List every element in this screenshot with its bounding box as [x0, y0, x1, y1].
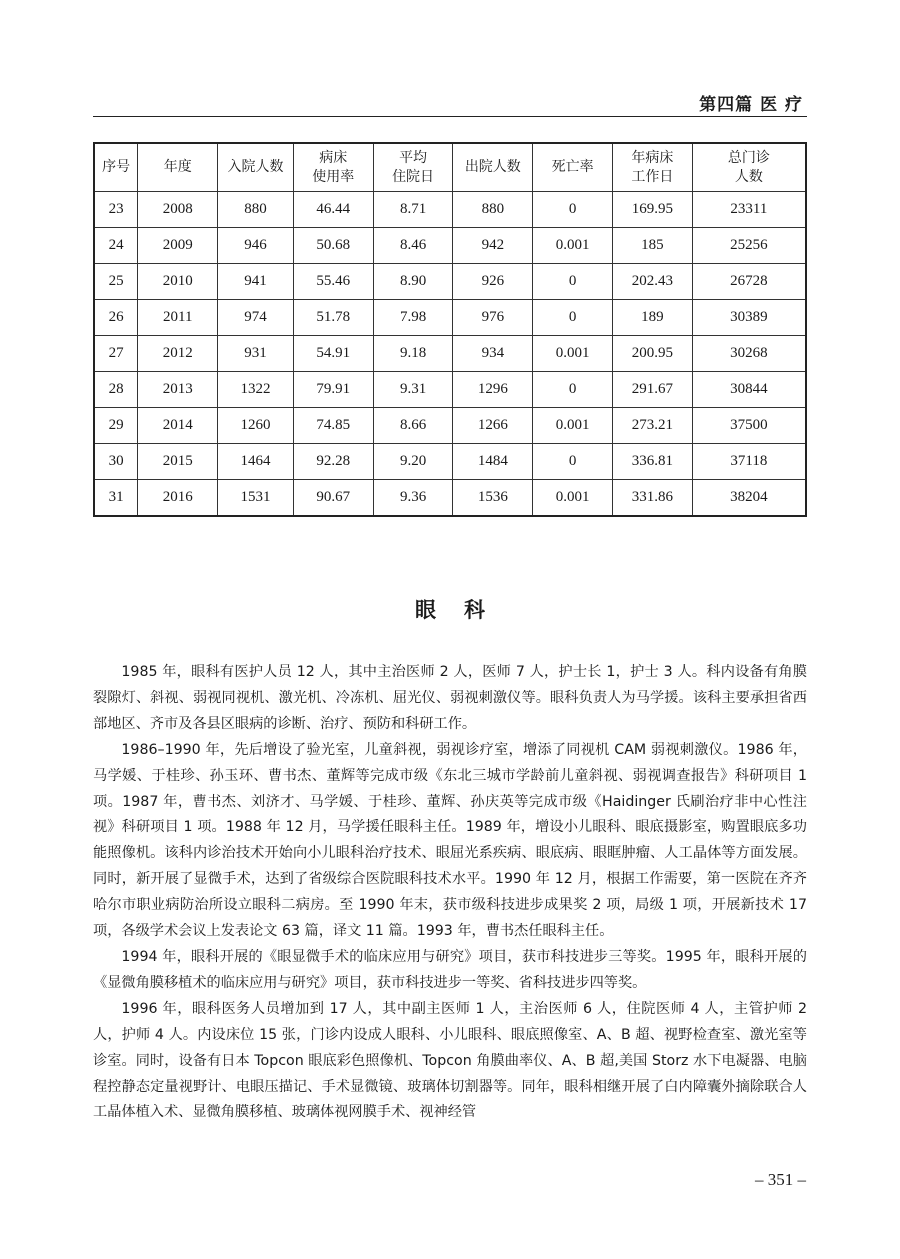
- table-cell: 0: [533, 300, 613, 336]
- table-cell: 946: [218, 228, 294, 264]
- table-row: [94, 480, 806, 517]
- table-cell: 23: [94, 192, 138, 228]
- header-cell-discharges: 出院人数: [453, 143, 533, 192]
- table-cell: 336.81: [612, 444, 692, 480]
- table-row: [94, 336, 806, 372]
- paragraph: 1994 年，眼科开展的《眼显微手术的临床应用与研究》项目，获市科技进步三等奖。1995 年，眼科开展的《显微角膜移植术的临床应用与研究》项目，获市科技进步一等奖、省科技进步四等奖。: [93, 948, 807, 991]
- header-cell-mortality: 死亡率: [533, 143, 613, 192]
- table-cell: 1296: [453, 372, 533, 408]
- table-cell: 941: [218, 264, 294, 300]
- table-cell: 24: [94, 228, 138, 264]
- table-cell: 50.68: [293, 228, 373, 264]
- table-cell: 38204: [692, 480, 806, 517]
- table-cell: 2014: [138, 408, 218, 444]
- table-cell: 9.20: [373, 444, 453, 480]
- header-title: 第四篇 医 疗: [699, 95, 803, 115]
- table-cell: 931: [218, 336, 294, 372]
- paragraph: 1985 年，眼科有医护人员 12 人，其中主治医师 2 人，医师 7 人，护士长 1，护士 3 人。科内设备有角膜裂隙灯、斜视、弱视同视机、激光机、冷冻机、屈光仪、弱视刺激仪等。眼科负责人为马学援。该科主要承担省西部地区、齐市及各县区眼病的诊断、治疗、预防和科研工作。: [93, 664, 807, 732]
- table-cell: 30: [94, 444, 138, 480]
- table-cell: 1464: [218, 444, 294, 480]
- table-cell: 1531: [218, 480, 294, 517]
- table-cell: 1266: [453, 408, 533, 444]
- table-cell: 29: [94, 408, 138, 444]
- table-cell: 0: [533, 192, 613, 228]
- paragraph: 1996 年，眼科医务人员增加到 17 人，其中副主医师 1 人，主治医师 6 人，住院医师 4 人，主管护师 2 人，护师 4 人。内设床位 15 张，门诊内设成人眼科、小儿眼科、眼底照像室、A、B 超、视野检查室、激光室等诊室。同时，设备有日本 Topcon 眼底彩色照像机、Topcon 角膜曲率仪、A、B 超,美国 Storz 水下电凝器、电脑程控静态定量视野计、电眼压描记、手术显微镜、玻璃体切割器等。同年，眼科相继开展了白内障囊外摘除联合人工晶体植入术、显微角膜移植、玻璃体视网膜手术、视神经管: [93, 1000, 807, 1121]
- table-cell: 942: [453, 228, 533, 264]
- table-cell: 90.67: [293, 480, 373, 517]
- table-cell: 273.21: [612, 408, 692, 444]
- table-header-row: [94, 143, 806, 192]
- header-cell-year: 年度: [138, 143, 218, 192]
- statistics-table: [93, 142, 807, 517]
- header-cell-outpatients: 总门诊 人数: [692, 143, 806, 192]
- page-number: – 351 –: [755, 1170, 806, 1189]
- table-cell: 202.43: [612, 264, 692, 300]
- table-cell: 934: [453, 336, 533, 372]
- header-cell-avg-stay: 平均 住院日: [373, 143, 453, 192]
- table-cell: 8.46: [373, 228, 453, 264]
- table-cell: 2015: [138, 444, 218, 480]
- table-cell: 31: [94, 480, 138, 517]
- table-cell: 169.95: [612, 192, 692, 228]
- table-cell: 185: [612, 228, 692, 264]
- table-cell: 79.91: [293, 372, 373, 408]
- running-header: [93, 86, 807, 117]
- table-row: [94, 264, 806, 300]
- table-cell: 1322: [218, 372, 294, 408]
- table-cell: 30268: [692, 336, 806, 372]
- table-cell: 976: [453, 300, 533, 336]
- table-row: [94, 300, 806, 336]
- header-cell-admissions: 入院人数: [218, 143, 294, 192]
- table-row: [94, 408, 806, 444]
- table-cell: 7.98: [373, 300, 453, 336]
- table-cell: 74.85: [293, 408, 373, 444]
- table-cell: 51.78: [293, 300, 373, 336]
- table-cell: 25256: [692, 228, 806, 264]
- header-cell-bed-usage: 病床 使用率: [293, 143, 373, 192]
- header-cell-bed-days: 年病床 工作日: [612, 143, 692, 192]
- table-cell: 30389: [692, 300, 806, 336]
- table-cell: 37118: [692, 444, 806, 480]
- table-cell: 0.001: [533, 336, 613, 372]
- table-row: [94, 444, 806, 480]
- table-cell: 46.44: [293, 192, 373, 228]
- table-cell: 880: [453, 192, 533, 228]
- table-cell: 37500: [692, 408, 806, 444]
- table-cell: 0.001: [533, 408, 613, 444]
- header-cell-index: 序号: [94, 143, 138, 192]
- table-cell: 200.95: [612, 336, 692, 372]
- table-row: [94, 192, 806, 228]
- table-cell: 92.28: [293, 444, 373, 480]
- table-row: [94, 372, 806, 408]
- table-cell: 926: [453, 264, 533, 300]
- table-row: [94, 228, 806, 264]
- table-cell: 974: [218, 300, 294, 336]
- table-cell: 55.46: [293, 264, 373, 300]
- table-cell: 0: [533, 264, 613, 300]
- table-cell: 26728: [692, 264, 806, 300]
- table-cell: 8.71: [373, 192, 453, 228]
- table-cell: 8.66: [373, 408, 453, 444]
- table-cell: 2009: [138, 228, 218, 264]
- table-cell: 25: [94, 264, 138, 300]
- table-cell: 9.36: [373, 480, 453, 517]
- body-text: [93, 660, 807, 1126]
- table-cell: 8.90: [373, 264, 453, 300]
- section-title: 眼科: [415, 598, 513, 622]
- table-cell: 9.31: [373, 372, 453, 408]
- table-cell: 0.001: [533, 480, 613, 517]
- table-cell: 26: [94, 300, 138, 336]
- table-cell: 2010: [138, 264, 218, 300]
- table-cell: 28: [94, 372, 138, 408]
- table-cell: 1260: [218, 408, 294, 444]
- table-cell: 0: [533, 444, 613, 480]
- table-cell: 2011: [138, 300, 218, 336]
- table-cell: 291.67: [612, 372, 692, 408]
- table-cell: 1484: [453, 444, 533, 480]
- table-cell: 2016: [138, 480, 218, 517]
- table-cell: 9.18: [373, 336, 453, 372]
- table-cell: 30844: [692, 372, 806, 408]
- table-cell: 0.001: [533, 228, 613, 264]
- table-cell: 880: [218, 192, 294, 228]
- paragraph: 1986–1990 年，先后增设了验光室，儿童斜视，弱视诊疗室，增添了同视机 CAM 弱视刺激仪。1986 年，马学媛、于桂珍、孙玉环、曹书杰、董辉等完成市级《东北三城市学龄前儿童斜视、弱视调查报告》科研项目 1 项。1987 年，曹书杰、刘济才、马学媛、于桂珍、董辉、孙庆英等完成市级《Haidinger 氏刷治疗非中心性注视》科研项目 1 项。1988 年 12 月，马学援任眼科主任。1989 年，增设小儿眼科、眼底摄影室，购置眼底多功能照像机。该科内诊治技术开始向小儿眼科治疗技术、眼屈光系疾病、眼底病、眼眶肿瘤、人工晶体等方面发展。同时，新开展了显微手术，达到了省级综合医院眼科技术水平。1990 年 12 月，根据工作需要，第一医院在齐齐哈尔市职业病防治所设立眼科二病房。至 1990 年末，获市级科技进步成果奖 2 项，局级 1 项，开展新技术 17 项，各级学术会议上发表论文 63 篇，译文 11 篇。1993 年，曹书杰任眼科主任。: [93, 741, 807, 940]
- table-cell: 2008: [138, 192, 218, 228]
- table-cell: 1536: [453, 480, 533, 517]
- table-cell: 27: [94, 336, 138, 372]
- table-cell: 0: [533, 372, 613, 408]
- table-cell: 54.91: [293, 336, 373, 372]
- table-cell: 2013: [138, 372, 218, 408]
- table-cell: 23311: [692, 192, 806, 228]
- table-cell: 2012: [138, 336, 218, 372]
- table-cell: 331.86: [612, 480, 692, 517]
- table-cell: 189: [612, 300, 692, 336]
